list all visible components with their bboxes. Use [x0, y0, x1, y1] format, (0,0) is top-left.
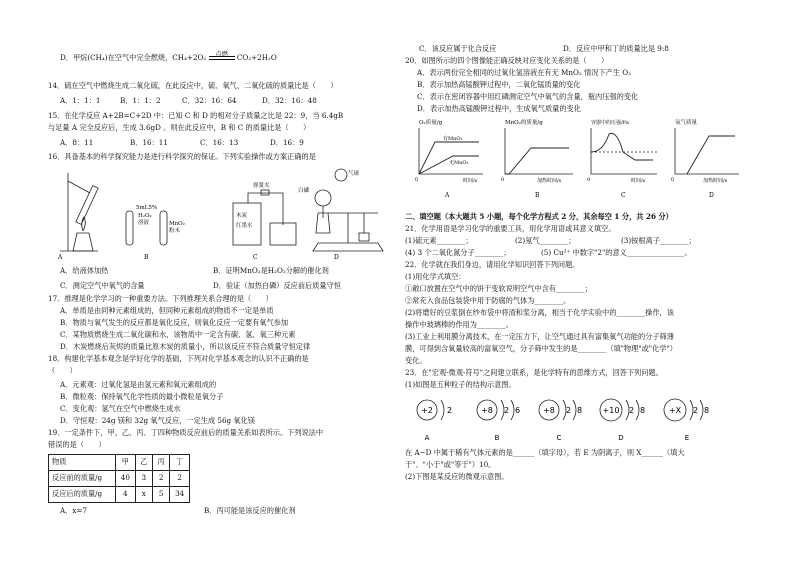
atom-b: [477, 400, 520, 442]
q23-question-2: 于"、"小于"或"等于"）10。: [405, 460, 496, 469]
atom-d: [600, 399, 645, 442]
graph-b: [501, 118, 573, 199]
section-2-heading: 二、填空题（本大题共 5 小题，每个化学方程式 2 分，其余每空 1 分，共 26 分）: [405, 212, 673, 221]
q14-stem: 14．硫在空气中燃烧生成二氧化硫，在此反应中，硫、氧气、二氧化硫的质量比是（ ）: [48, 81, 338, 90]
q13d-text: D．甲烷(CH₄)在空气中完全燃烧，CH₄+2O₂: [60, 53, 207, 62]
q21-1: (1)硫元素________；: [405, 236, 473, 245]
graph-a-ylabel: O₂质量/g: [419, 120, 443, 126]
atom-c-shell2: 8: [577, 406, 583, 415]
graph-b-origin: 0: [501, 177, 505, 183]
atom-d-letter: D: [618, 434, 624, 442]
table-cell: 乙: [135, 455, 152, 471]
q13-option-d: [60, 50, 277, 64]
q18-stem: 18．构建化学基本观念是学好化学的基础，下列对化学基本观念的认识不正确的是: [48, 354, 309, 363]
q17-opt-d: D．木炭燃烧后灰烬的质量比原木炭的质量小，所以该反应不符合质量守恒定律: [60, 342, 311, 351]
table-cell: 5: [152, 487, 169, 503]
q16-stem: 16．具备基本的科学探究能力是进行科学探究的保证。下列实验操作或方案正确的是: [48, 152, 316, 161]
atom-d-shell2: 8: [640, 406, 646, 415]
atom-c: [539, 400, 582, 442]
q16-opt-d: D．验证（加热白磷）反应前后质量守恒: [213, 281, 341, 290]
q20-opt-c: C．表示在密闭容器中用红磷测定空气中氧气的含量，瓶内压强的变化: [417, 92, 639, 101]
q20-opt-a: A．表示两份完全相同的过氧化氢溶液在有无 MnO₂ 情况下产生 O₂: [417, 68, 632, 77]
q14-opt-c: C．32：16：64: [182, 96, 237, 105]
q22-2-line2: 操作中玻璃棒的作用为________。: [405, 320, 513, 329]
c-clip-label: 弹簧夹: [253, 183, 270, 189]
b-powder: 粉末: [169, 228, 181, 234]
q22-3-line3: 变化。: [405, 356, 427, 365]
q20-graphs: [413, 112, 743, 202]
q18-paren: （ ）: [48, 366, 77, 375]
b-label-mid: H₂O₂: [138, 213, 152, 219]
atom-b-shell2: 6: [515, 406, 521, 415]
table-cell: 2: [152, 471, 169, 487]
atom-d-shell1: 2: [629, 406, 635, 415]
table-cell: 物质: [49, 455, 116, 471]
q23-stem: 23．在"宏观-微观-符号"之间建立联系，是化学特有的思维方式，回答下列问题。: [405, 368, 663, 377]
atom-a-core: +2: [421, 406, 433, 415]
q15-stem-1: 15．在化学反应 A+2B=C+2D 中：已知 C 和 D 的相对分子质量之比是 22：9，当 6.4gB: [48, 111, 344, 120]
q21-4: (4) 3 个二氧化氮分子________；: [405, 248, 511, 257]
b-label-bot: 溶液: [138, 220, 150, 226]
graph-c-xlabel: 时间/s: [631, 178, 646, 184]
atom-structure-diagrams: [411, 392, 741, 444]
graph-c-ylabel: 容器中的压强/Pa: [591, 120, 629, 126]
q16-opt-b: B．证明MnO₂是H₂O₂分解的催化剂: [213, 266, 329, 275]
q19-opt-a: A．x=7: [60, 506, 88, 515]
q16-opt-c: C．测定空气中氧气的含量: [60, 281, 145, 290]
q17-opt-c: C．某物质燃烧生成二氧化碳和水，该物质中一定含有碳、氢、氧三种元素: [60, 330, 296, 339]
q14-opt-d: D．32：16：48: [262, 96, 317, 105]
q17-opt-a: A．单质是由同种元素组成的，但同种元素组成的物质不一定是单质: [60, 306, 274, 315]
q18-opt-c: C．变化观：氢气在空气中燃烧生成水: [60, 404, 181, 413]
q18-opt-d: D．守恒观：24g 镁和 32g 氧气反应，一定生成 56g 氧化镁: [60, 416, 255, 425]
c-charcoal-label: 木炭: [236, 213, 248, 219]
graph-d-origin: 0: [671, 177, 675, 183]
q23-part1: (1)如图是五种粒子的结构示意图。: [405, 380, 516, 389]
label-b: B: [144, 254, 149, 261]
graph-a-letter: A: [445, 192, 450, 199]
graph-d-xlabel: 加热时间/s: [703, 178, 728, 184]
atom-e-core: +X: [668, 406, 682, 415]
b-label-top: 5mL5%: [136, 205, 158, 211]
atom-e-letter: E: [684, 434, 690, 442]
atom-a-shell1: 2: [447, 406, 453, 415]
table-cell: 3: [135, 471, 152, 487]
q15-opt-d: D．16：9: [270, 138, 304, 147]
q15-options: [60, 138, 304, 149]
graph-a-with: 有MnO₂: [443, 136, 463, 142]
table-cell: 4: [116, 487, 136, 503]
q20-stem: 20．如图所示的四个图像能正确反映对应变化关系的是（ ）: [405, 56, 609, 65]
q19-opt-d: D．反应中甲和丁的质量比是 9:8: [563, 44, 669, 53]
q21-3: (3)铵根离子________；: [621, 236, 696, 245]
q17-stem: 17．推理是化学学习的一种重要方法。下列推理关系合理的是（ ）: [48, 294, 273, 303]
q22-3-line1: (3)工业上利用膜分离技术，在一定压力下，让空气通过具有富集氧气功能的分子筛薄: [405, 332, 674, 341]
table-cell: 反应后的质量/g: [49, 487, 116, 503]
label-a: A: [58, 254, 63, 261]
apparatus-d: [298, 169, 383, 261]
table-cell: 甲: [116, 455, 136, 471]
q22-1b: ②常充入食品包装袋中用于防腐的气体为________。: [405, 296, 571, 305]
graph-d-ylabel: 氧气质量: [675, 120, 698, 126]
atom-a: [417, 400, 452, 442]
q14-opt-b: B．1：1：2: [120, 96, 161, 105]
table-cell: 丙: [152, 455, 169, 471]
q15-opt-c: C．16：13: [200, 138, 239, 147]
graph-d: [671, 118, 739, 199]
graph-a-without: 无MnO₂: [449, 160, 469, 166]
atom-c-letter: C: [556, 434, 562, 442]
graph-a-origin: 0: [415, 177, 419, 183]
atom-e-shell2: 8: [704, 406, 710, 415]
b-mno2: MnO₂: [169, 221, 185, 227]
graph-b-ylabel: MnO₂的质量/g: [505, 120, 543, 126]
graph-a: [415, 118, 483, 199]
table-row: [49, 487, 190, 503]
c-ink-label: 红墨水: [236, 223, 253, 229]
graph-c-origin: 0: [587, 177, 591, 183]
table-cell: 2: [170, 471, 190, 487]
q19-stem-1: 19．一定条件下，甲、乙、丙、丁四种物质反应前后的质量关系如表所示。下列说法中: [48, 428, 324, 437]
d-phosphorus-label: 白磷: [298, 188, 310, 194]
q20-opt-d: D．表示加热高锰酸钾过程中，生成氧气质量的变化: [417, 104, 581, 113]
table-cell: 丁: [170, 455, 190, 471]
q23-question-1: 在 A~D 中属于稀有气体元素的是______（填字母），若 E 为阴离子，则 X______（填大: [405, 448, 685, 457]
apparatus-b: [126, 205, 185, 261]
graph-b-xlabel: 加热时间/s: [537, 178, 562, 184]
q18-opt-b: B．微粒观：保持氧气化学性质的最小微粒是氧分子: [60, 392, 224, 401]
graph-b-letter: B: [535, 192, 540, 199]
q22-3-line2: 膜，可得到含氧量较高的富氧空气，分子筛中发生的是________（填"物理"或"化学"）: [405, 344, 677, 353]
d-balloon-label: 气球: [348, 171, 360, 177]
q22-1a: ①敞口放置在空气中的饼干变软说明空气中含有________；: [405, 284, 592, 293]
atom-e: [664, 399, 709, 442]
q19-opt-c: C．该反应属于化合反应: [419, 44, 497, 53]
q16-apparatus-figure: [48, 163, 393, 261]
label-c: C: [253, 254, 258, 261]
q22-2-line1: (2)将磨好的豆浆倒在纱布袋中将渣和浆分离，相当于化学实验中的________操作，该: [405, 308, 674, 317]
q15-opt-b: B．16：11: [130, 138, 168, 147]
table-cell: 反应前的质量/g: [49, 471, 116, 487]
q15-opt-a: A．8：11: [60, 138, 94, 147]
q21-2: (2)氖气________；: [515, 236, 576, 245]
table-cell: x: [135, 487, 152, 503]
reaction-arrow: [209, 50, 235, 60]
q23-part2: (2)下图是某反应的微观示意图。: [405, 472, 509, 481]
q22-stem: 22．化学就在我们身边，请用化学知识回答下列问题。: [405, 260, 580, 269]
atom-c-core: +8: [543, 406, 555, 415]
q19-stem-2: 错误的是（ ）: [48, 440, 106, 449]
table-cell: 34: [170, 487, 190, 503]
atom-e-shell1: 2: [693, 406, 699, 415]
graph-c-letter: C: [621, 192, 626, 199]
table-header-row: [49, 455, 190, 471]
q13d-products: CO₂+2H₂O: [236, 53, 277, 62]
apparatus-a: [57, 173, 98, 261]
graph-c: [587, 119, 657, 199]
q19-mass-table: [48, 454, 190, 503]
condition-label: 点燃: [215, 50, 229, 58]
q17-opt-b: B．物质与氧气发生的反应都是氧化反应，则氧化反应一定要有氧气参加: [60, 318, 289, 327]
q14-options: [60, 96, 317, 107]
q20-opt-b: B．表示加热高锰酸钾过程中，二氧化锰质量的变化: [417, 80, 581, 89]
table-cell: 40: [116, 471, 136, 487]
atom-d-core: +10: [602, 406, 620, 415]
q15-stem-2: 与足量 A 完全反应后，生成 3.6gD 。则在此反应中，B 和 C 的质量比是（ ）: [48, 123, 311, 132]
graph-a-xlabel: 时间/s: [463, 178, 478, 184]
q21-5: (5) Cu²⁺ 中数字"2"的意义________________。: [541, 248, 692, 257]
apparatus-c: [233, 181, 296, 261]
q14-opt-a: A．1：1：1: [60, 96, 101, 105]
atom-c-shell1: 2: [566, 406, 572, 415]
label-d: D: [334, 254, 339, 261]
q21-stem: 21．化学用语是学习化学的重要工具，用化学用语或其意义填空。: [405, 224, 616, 233]
q18-opt-a: A．元素观：过氧化氢是由氢元素和氧元素组成的: [60, 380, 217, 389]
table-row: [49, 471, 190, 487]
q16-opt-a: A．给液体加热: [60, 266, 109, 275]
q22-1: (1)用化学式填空：: [405, 272, 466, 281]
atom-b-shell1: 2: [504, 406, 510, 415]
q19-opt-b: B．丙可能是该反应的催化剂: [204, 506, 296, 515]
atom-b-letter: B: [494, 434, 500, 442]
graph-d-letter: D: [709, 192, 714, 199]
atom-b-core: +8: [481, 406, 493, 415]
atom-a-letter: A: [424, 434, 430, 442]
